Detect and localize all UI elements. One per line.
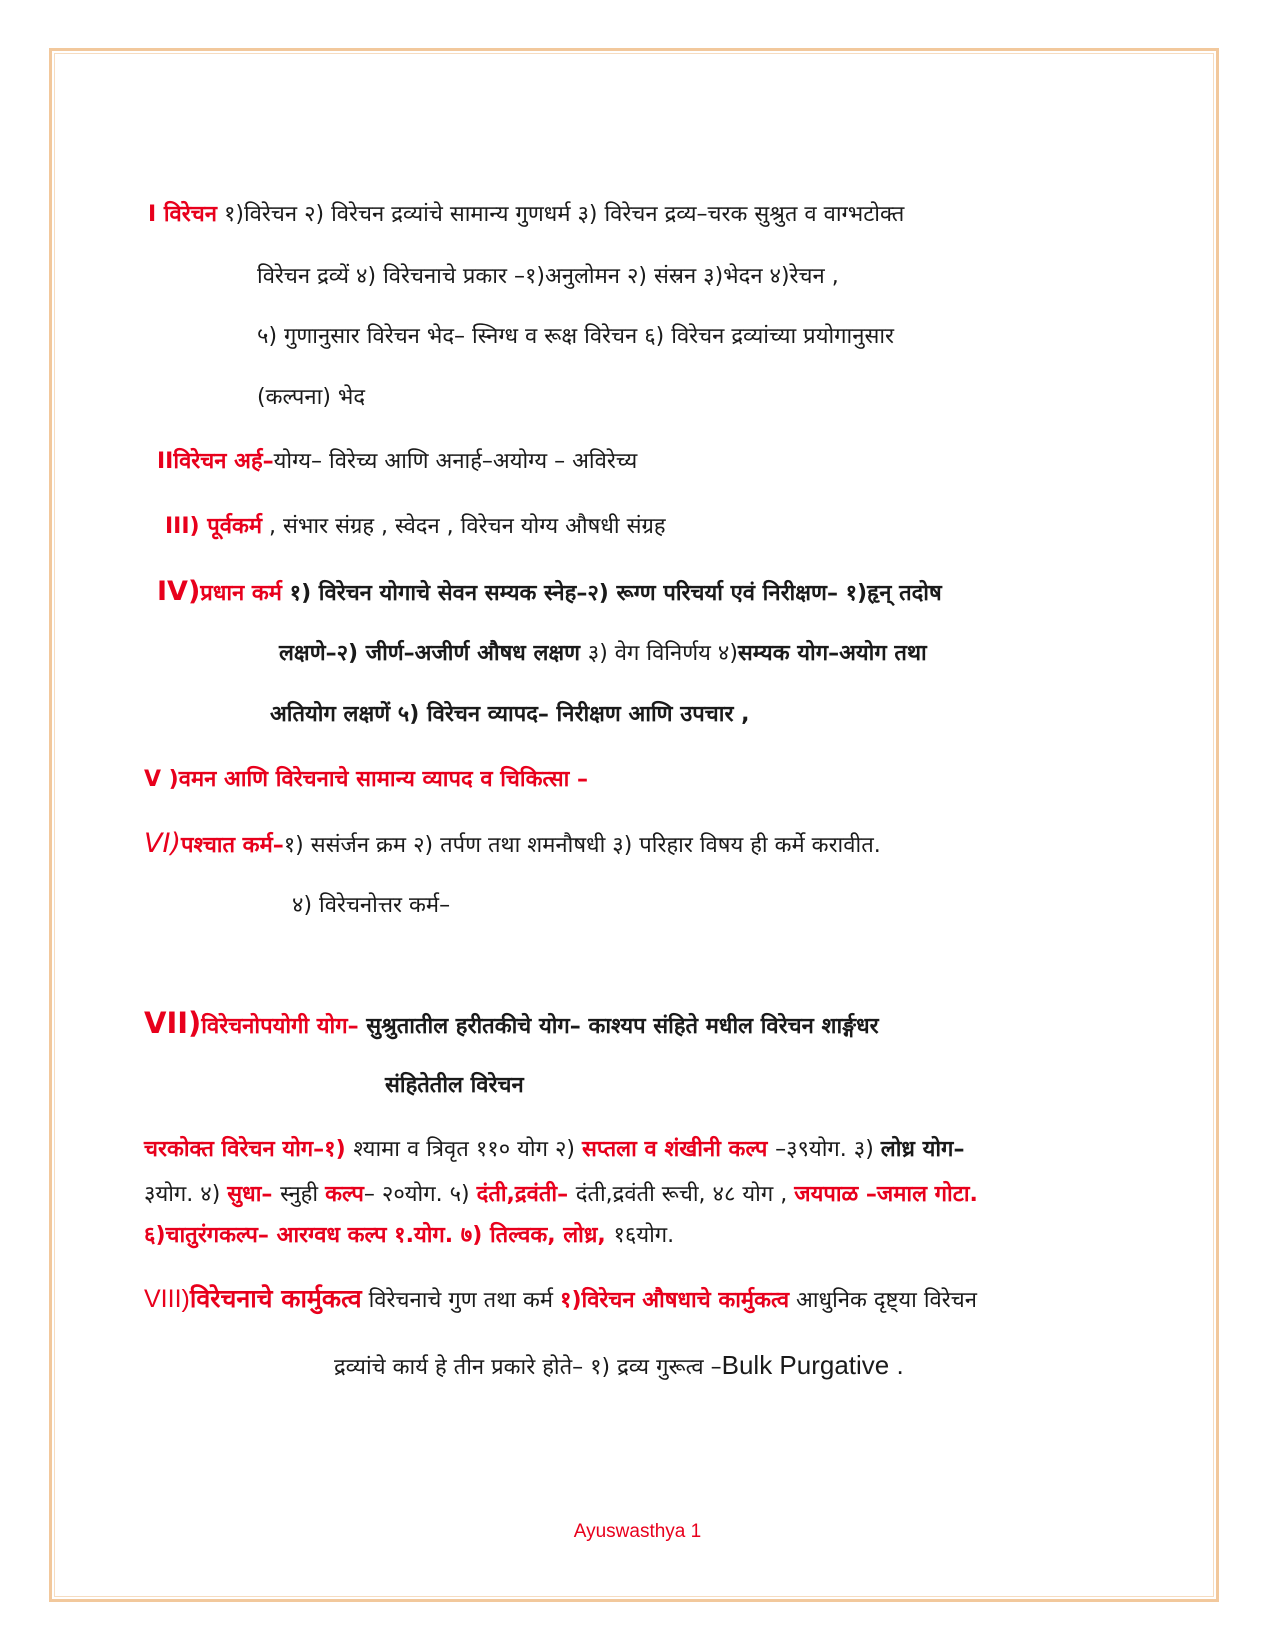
yoga-text-b7: दंती,द्रवंती रूची, ४८ योग , bbox=[575, 1182, 795, 1207]
section-3-heading: पूर्वकर्म bbox=[207, 514, 263, 539]
yoga-text-a4: –३९योग. ३) bbox=[775, 1137, 881, 1162]
section-4-line-2 bbox=[279, 639, 927, 669]
yoga-text-b2: सुधा– bbox=[227, 1182, 281, 1207]
yoga-text-c2: १६योग. bbox=[613, 1223, 675, 1248]
yoga-line-3 bbox=[144, 1221, 674, 1251]
section-1-text-1: १)विरेचन २) विरेचन द्रव्यांचे सामान्य गुणधर्म ३) विरेचन द्रव्य–चरक सुश्रुत व वाग्भटोक्त bbox=[216, 202, 905, 227]
section-8-line-1 bbox=[144, 1284, 977, 1316]
yoga-heading: चरकोक्त विरेचन योग–१) bbox=[144, 1137, 354, 1162]
section-7-line-1 bbox=[144, 1008, 879, 1042]
section-2-number: II bbox=[157, 449, 174, 474]
section-4-number: IV) bbox=[157, 576, 201, 607]
section-4-line-3: अतियोग लक्षणें ५) विरेचन व्यापद– निरीक्षण आणि उपचार , bbox=[270, 702, 750, 727]
section-4-text-1: १) विरेचन योगाचे सेवन सम्यक स्नेह–२) रूग्ण परिचर्या एवं निरीक्षण– १)हृन् तदोष bbox=[289, 581, 942, 606]
section-6-heading: पश्चात कर्म– bbox=[180, 833, 284, 858]
section-8-heading: विरेचनाचे कार्मुकत्व bbox=[189, 1284, 362, 1313]
section-7-heading: विरेचनोपयोगी योग– bbox=[201, 1014, 367, 1039]
section-2-heading: विरेचन अर्ह– bbox=[173, 449, 274, 474]
section-8-text-1: विरेचनाचे गुण तथा कर्म bbox=[361, 1288, 560, 1313]
yoga-text-a5: लोध्र योग– bbox=[880, 1137, 965, 1162]
yoga-text-b4: कल्प bbox=[325, 1182, 364, 1207]
section-1-line-2: विरेचन द्रव्यें ४) विरेचनाचे प्रकार –१)अनुलोमन २) संस्रन ३)भेदन ४)रेचन , bbox=[257, 264, 839, 289]
yoga-text-b6: दंती,द्रवंती– bbox=[476, 1182, 576, 1207]
section-4-text-2a: लक्षणे–२) जीर्ण–अजीर्ण औषध लक्षण bbox=[279, 641, 588, 666]
section-2-text: योग्य– विरेच्य आणि अनार्ह–अयोग्य – अविरेच्य bbox=[273, 449, 638, 474]
section-3-line bbox=[165, 512, 666, 542]
section-4-heading: प्रधान कर्म bbox=[200, 581, 290, 606]
yoga-text-c1: ६)चातुरंगकल्प– आरग्वध कल्प १.योग. ७) तिल्वक, लोध्र, bbox=[144, 1223, 614, 1248]
section-2-line bbox=[157, 447, 637, 477]
yoga-text-b1: ३योग. ४) bbox=[144, 1182, 228, 1207]
yoga-line-2 bbox=[144, 1180, 978, 1210]
section-7-line-2: संहितेतील विरेचन bbox=[385, 1073, 524, 1098]
section-1-heading: विरेचन bbox=[163, 202, 217, 227]
section-4-line-1 bbox=[157, 577, 942, 609]
section-5-line: V )वमन आणि विरेचनाचे सामान्य व्यापद व चिकित्सा – bbox=[144, 767, 589, 792]
yoga-text-a3: सप्तला व शंखीनी कल्प bbox=[581, 1137, 776, 1162]
bulk-purgative-text: Bulk Purgative . bbox=[721, 1350, 904, 1380]
section-6-text-1: १) ससंर्जन क्रम २) तर्पण तथा शमनौषधी ३) परिहार विषय ही कर्मे करावीत. bbox=[283, 833, 881, 858]
section-1-line-4: (कल्पना) भेद bbox=[257, 385, 366, 410]
section-6-number: VI) bbox=[144, 828, 181, 859]
section-7-number: VII) bbox=[144, 1006, 202, 1040]
yoga-text-b8: जयपाळ –जमाल गोटा. bbox=[794, 1182, 978, 1207]
section-6-line-1 bbox=[144, 829, 881, 861]
section-8-number: VIII) bbox=[144, 1285, 190, 1313]
page-footer: Ayuswasthya 1 bbox=[573, 1521, 702, 1542]
section-1-line-3: ५) गुणानुसार विरेचन भेद– स्निग्ध व रूक्ष विरेचन ६) विरेचन द्रव्यांच्या प्रयोगानुसार bbox=[257, 324, 895, 349]
section-3-text: , संभार संग्रह , स्वेदन , विरेचन योग्य औषधी संग्रह bbox=[262, 514, 666, 539]
yoga-text-b3: स्नुही bbox=[280, 1182, 326, 1207]
section-8-line-2 bbox=[334, 1350, 904, 1383]
section-8-text-4: द्रव्यांचे कार्य हे तीन प्रकारे होते– १) द्रव्य गुरूत्व – bbox=[334, 1355, 722, 1380]
section-7-text-1: सुश्रुतातील हरीतकीचे योग– काश्यप संहिते मधील विरेचन शार्ङ्गधर bbox=[366, 1014, 879, 1039]
section-1-number: I bbox=[148, 202, 164, 227]
section-4-text-2b: ३) वेग विनिर्णय ४) bbox=[587, 641, 738, 666]
section-3-number: III) bbox=[165, 514, 208, 539]
yoga-line-1 bbox=[144, 1135, 964, 1165]
section-8-text-2: १)विरेचन औषधाचे कार्मुकत्व bbox=[560, 1288, 790, 1313]
yoga-text-a2: श्यामा व त्रिवृत ११० योग २) bbox=[353, 1137, 582, 1162]
yoga-text-b5: – २०योग. ५) bbox=[363, 1182, 477, 1207]
section-8-text-3: आधुनिक दृष्ट्या विरेचन bbox=[789, 1288, 977, 1313]
section-1-line-1 bbox=[148, 200, 904, 230]
section-6-line-2: ४) विरेचनोत्तर कर्म– bbox=[292, 893, 451, 918]
section-4-text-2c: सम्यक योग–अयोग तथा bbox=[737, 641, 927, 666]
